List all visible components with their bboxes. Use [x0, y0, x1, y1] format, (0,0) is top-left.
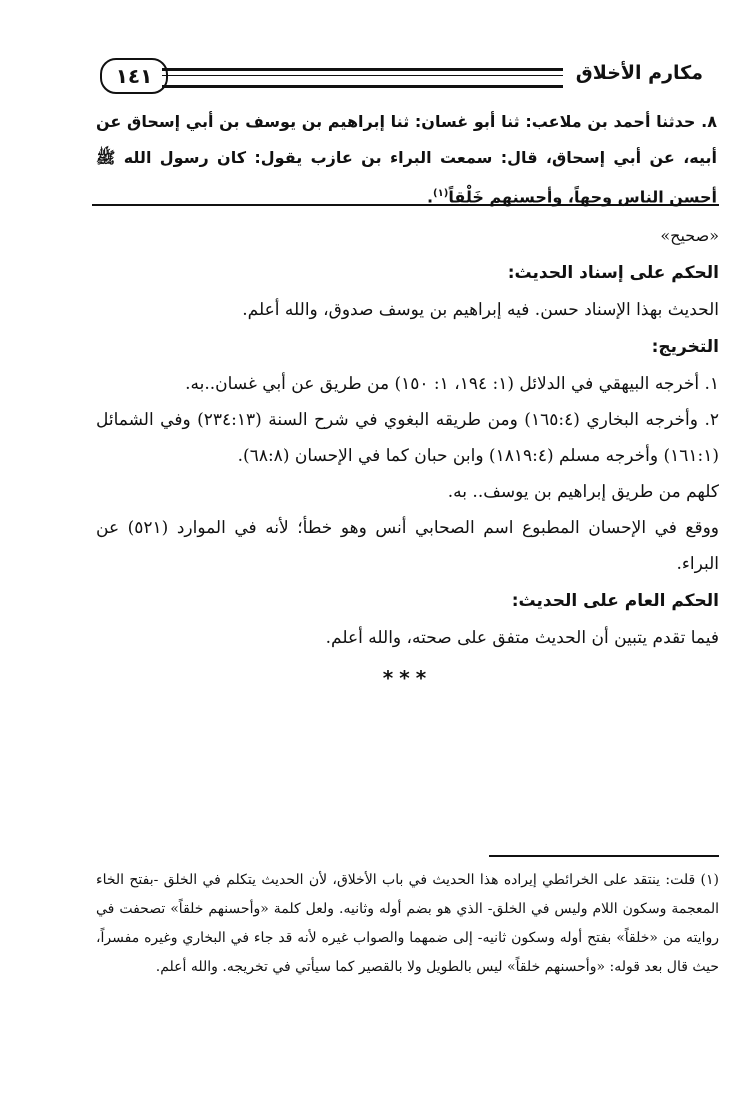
- isnad-heading: الحكم على إسناد الحديث:: [507, 263, 719, 283]
- takhrij-paragraph: ووقع في الإحسان المطبوع اسم الصحابي أنس وهو خطأ؛ لأنه في الموارد (٥٢١) عن البراء.: [96, 518, 719, 574]
- footnote: (١) قلت: ينتقد على الخرائطي إيراده هذا الحديث في باب الأخلاق، لأن الحديث يتكلم في الخلق -بفتح الخاء المعجمة وسكون اللام وليس في الخلق- الذي هو بضم أوله وثانيه. ولعل كلمة «وأحسنهم خلقاً» تصحفت في روايته من «خلقاً» بفتح أوله وسكون ثانيه- إلى ضمهما والصواب غيره لأنه قد جاء في البخاري وغيره مفسراً، حيث قال بعد قوله: «وأحسنهم خلقاً» ليس بالطويل ولا بالقصير كما سيأتي في تخريجه. والله أعلم.: [96, 872, 719, 975]
- hadith-body: ٨. حدثنا أحمد بن ملاعب: ثنا أبو غسان: ثنا إبراهيم بن يوسف بن أبي إسحاق عن أبيه، عن أبي إسحاق، قال: سمعت البراء بن عازب يقول: كان رسول الله ﷺ أحسن الناس وجهاً، وأحسنهم خَلْقاً: [96, 112, 717, 207]
- hadith-grade: «صحيح»: [660, 226, 719, 245]
- general-ruling-text: فيما تقدم يتبين أن الحديث متفق على صحته، والله أعلم.: [325, 628, 719, 648]
- isnad-text: الحديث بهذا الإسناد حسن. فيه إبراهيم بن يوسف صدوق، والله أعلم.: [242, 300, 719, 320]
- book-title: مكارم الأخلاق: [575, 62, 703, 84]
- footnote-divider: [489, 855, 719, 857]
- general-ruling-heading: الحكم العام على الحديث:: [511, 591, 719, 611]
- hadith-divider: [92, 204, 719, 206]
- page-number: ١٤١: [100, 58, 168, 94]
- commentary: [96, 218, 719, 696]
- section-end-stars: ***: [382, 666, 433, 690]
- takhrij-item: ٢. وأخرجه البخاري (١٦٥:٤) ومن طريقه البغوي في شرح السنة (٢٣٤:١٣) وفي الشمائل (١٦١:١) وأخرجه مسلم (١٨١٩:٤) وابن حبان كما في الإحسان (٦٨:٨).: [96, 410, 719, 466]
- hadith-text: [96, 104, 717, 215]
- running-header: [100, 58, 703, 98]
- takhrij-item: ١. أخرجه البيهقي في الدلائل (١: ١٩٤، ١: ١٥٠) من طريق عن أبي غسان..به.: [185, 374, 719, 394]
- takhrij-paragraph: كلهم من طريق إبراهيم بن يوسف.. به.: [447, 482, 719, 502]
- takhrij-heading: التخريج:: [651, 337, 719, 357]
- hadith-end: .: [426, 187, 434, 207]
- footnote-reference: (١): [433, 188, 449, 199]
- header-rule: [162, 68, 563, 88]
